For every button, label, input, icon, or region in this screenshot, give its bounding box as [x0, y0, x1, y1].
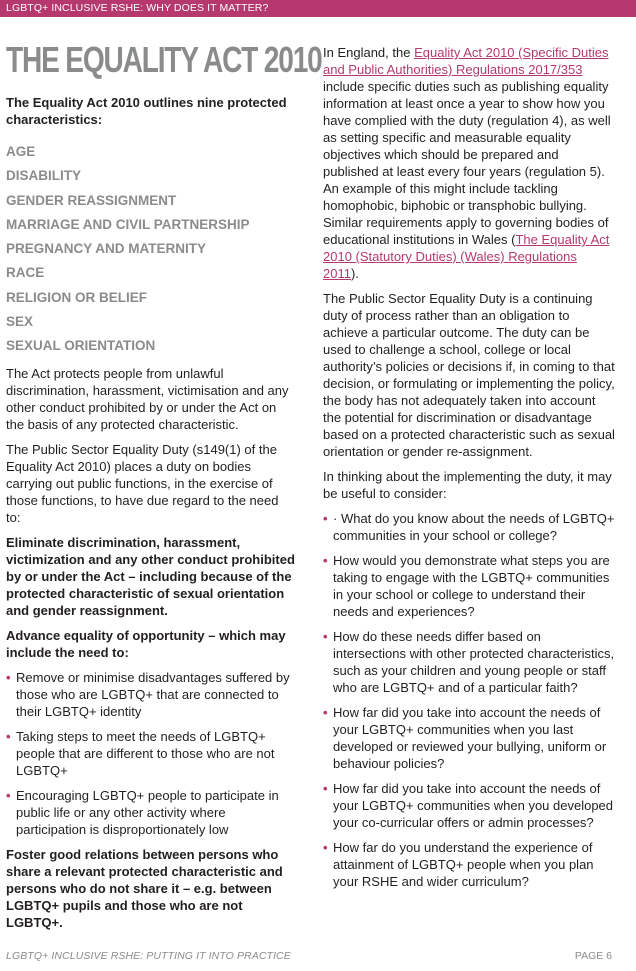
bullet-icon: •	[6, 669, 11, 685]
bullet-icon: •	[323, 511, 328, 526]
list-item	[323, 780, 615, 831]
wales-regulations-link[interactable]: The Equality Act 2010 (Statutory Duties) (Wales) Regulations 2011	[323, 232, 610, 281]
characteristic-item: AGE	[6, 144, 36, 159]
bullet-icon: •	[323, 705, 328, 720]
list-item-text: Taking steps to meet the needs of LGBTQ+ people that are different to those who are not LGBTQ+	[16, 728, 275, 778]
bullet-icon: •	[323, 781, 328, 796]
text-span: include specific duties such as publishing equality information at least once a year to show how you have complied with the duty (regulation 4), as well as setting specific and measurable equality objectives which should be prepared and published at least every four years (regulation 5). An example of this might include tackling homophobic, biphobic or transphobic bullying. Similar requirements apply to governing bodies of educational institutions in Wales (	[323, 79, 611, 247]
list-item	[323, 704, 615, 772]
left-column	[6, 39, 322, 939]
characteristic-item: DISABILITY	[6, 168, 82, 184]
bullet-icon: •	[6, 787, 11, 803]
bullet-icon: •	[323, 840, 328, 855]
list-item	[6, 787, 296, 838]
section-title: LGBTQ+ INCLUSIVE RSHE: WHY DOES IT MATTER?	[6, 2, 269, 14]
regulations-paragraph	[323, 44, 615, 282]
characteristic-item: RELIGION OR BELIEF	[6, 289, 148, 305]
list-item	[323, 552, 615, 620]
page-number: PAGE 6	[574, 950, 612, 962]
list-item-text: Remove or minimise disadvantages suffered by those who are LGBTQ+ that are connected to their LGBTQ+ identity	[16, 669, 290, 719]
page-title: THE EQUALITY ACT 2010	[6, 39, 322, 80]
bullet-icon: •	[6, 728, 11, 744]
consider-bullets	[323, 510, 615, 890]
list-item	[323, 628, 615, 696]
duty-eliminate: Eliminate discrimination, harassment, victimization and any other conduct prohibited by or under the Act – including because of the protected characteristic of sexual orientation and gender reassignment.	[6, 534, 295, 618]
characteristic-item: SEX	[6, 314, 34, 330]
footer-title: LGBTQ+ INCLUSIVE RSHE: PUTTING IT INTO PRACTICE	[6, 950, 291, 962]
characteristic-item: PREGNANCY AND MATERNITY	[6, 241, 207, 257]
header-bar	[0, 0, 636, 17]
paragraph: The Public Sector Equality Duty (s149(1) of the Equality Act 2010) places a duty on bodies carrying out public functions, in the exercise of those functions, to have due regard to the need to:	[6, 441, 279, 525]
bullet-icon: •	[323, 629, 328, 644]
characteristics-list	[6, 140, 296, 359]
list-item	[323, 839, 615, 890]
regulations-2017-link[interactable]: Equality Act 2010 (Specific Duties and Public Authorities) Regulations 2017/353	[323, 45, 609, 77]
list-item	[6, 669, 296, 720]
duty-advance: Advance equality of opportunity – which may include the need to:	[6, 627, 286, 660]
list-item-text: How far did you take into account the needs of your LGBTQ+ communities when you last developed or reviewed your bullying, uniform or behaviour policies?	[333, 705, 607, 771]
list-item	[323, 510, 615, 544]
text-span: ).	[350, 266, 359, 281]
text-span: In England, the	[323, 45, 415, 60]
right-column	[323, 44, 615, 898]
duty-foster: Foster good relations between persons who share a relevant protected characteristic and persons who do not share it – e.g. between LGBTQ+ pupils and those who are not LGBTQ+.	[6, 846, 283, 930]
paragraph: In thinking about the implementing the duty, it may be useful to consider:	[323, 469, 612, 501]
list-item-text: How far did you take into account the needs of your LGBTQ+ communities when you developed your co-curricular offers or admin processes?	[333, 781, 614, 830]
intro-text: The Equality Act 2010 outlines nine protected characteristics:	[6, 95, 287, 127]
advance-bullets	[6, 669, 296, 838]
paragraph: The Public Sector Equality Duty is a continuing duty of process rather than an obligation to achieve a particular outcome. The duty can be used to challenge a school, college or local authority’s policies or decisions if, in coming to that decision, or formulating or implementing the policy, the body has not adequately taken into account the potential for discrimination or disadvantage based on a protected characteristic such as sexual orientation or gender re-assignment.	[323, 291, 615, 459]
list-item-text: Encouraging LGBTQ+ people to participate in public life or any other activity where participation is disproportionately low	[16, 787, 279, 837]
list-item-text: · What do you know about the needs of LGBTQ+ communities in your school or college?	[333, 511, 615, 543]
characteristic-item: GENDER REASSIGNMENT	[6, 192, 177, 208]
list-item-text: How do these needs differ based on intersections with other protected characteristics, such as your children and young people or staff who are LGBTQ+ and of a particular faith?	[333, 629, 615, 695]
paragraph: The Act protects people from unlawful discrimination, harassment, victimisation and any other conduct prohibited by or under the Act on the basis of any protected characteristic.	[6, 365, 289, 432]
characteristic-item: MARRIAGE AND CIVIL PARTNERSHIP	[6, 216, 250, 232]
list-item-text: How would you demonstrate what steps you are taking to engage with the LGBTQ+ communities in your school or college to understand their needs and experiences?	[333, 553, 610, 619]
list-item-text: How far do you understand the experience of attainment of LGBTQ+ people when you plan your RSHE and wider curriculum?	[333, 840, 594, 889]
characteristic-item: RACE	[6, 265, 45, 281]
bullet-icon: •	[323, 553, 328, 568]
characteristic-item: SEXUAL ORIENTATION	[6, 338, 156, 354]
list-item	[6, 728, 296, 779]
